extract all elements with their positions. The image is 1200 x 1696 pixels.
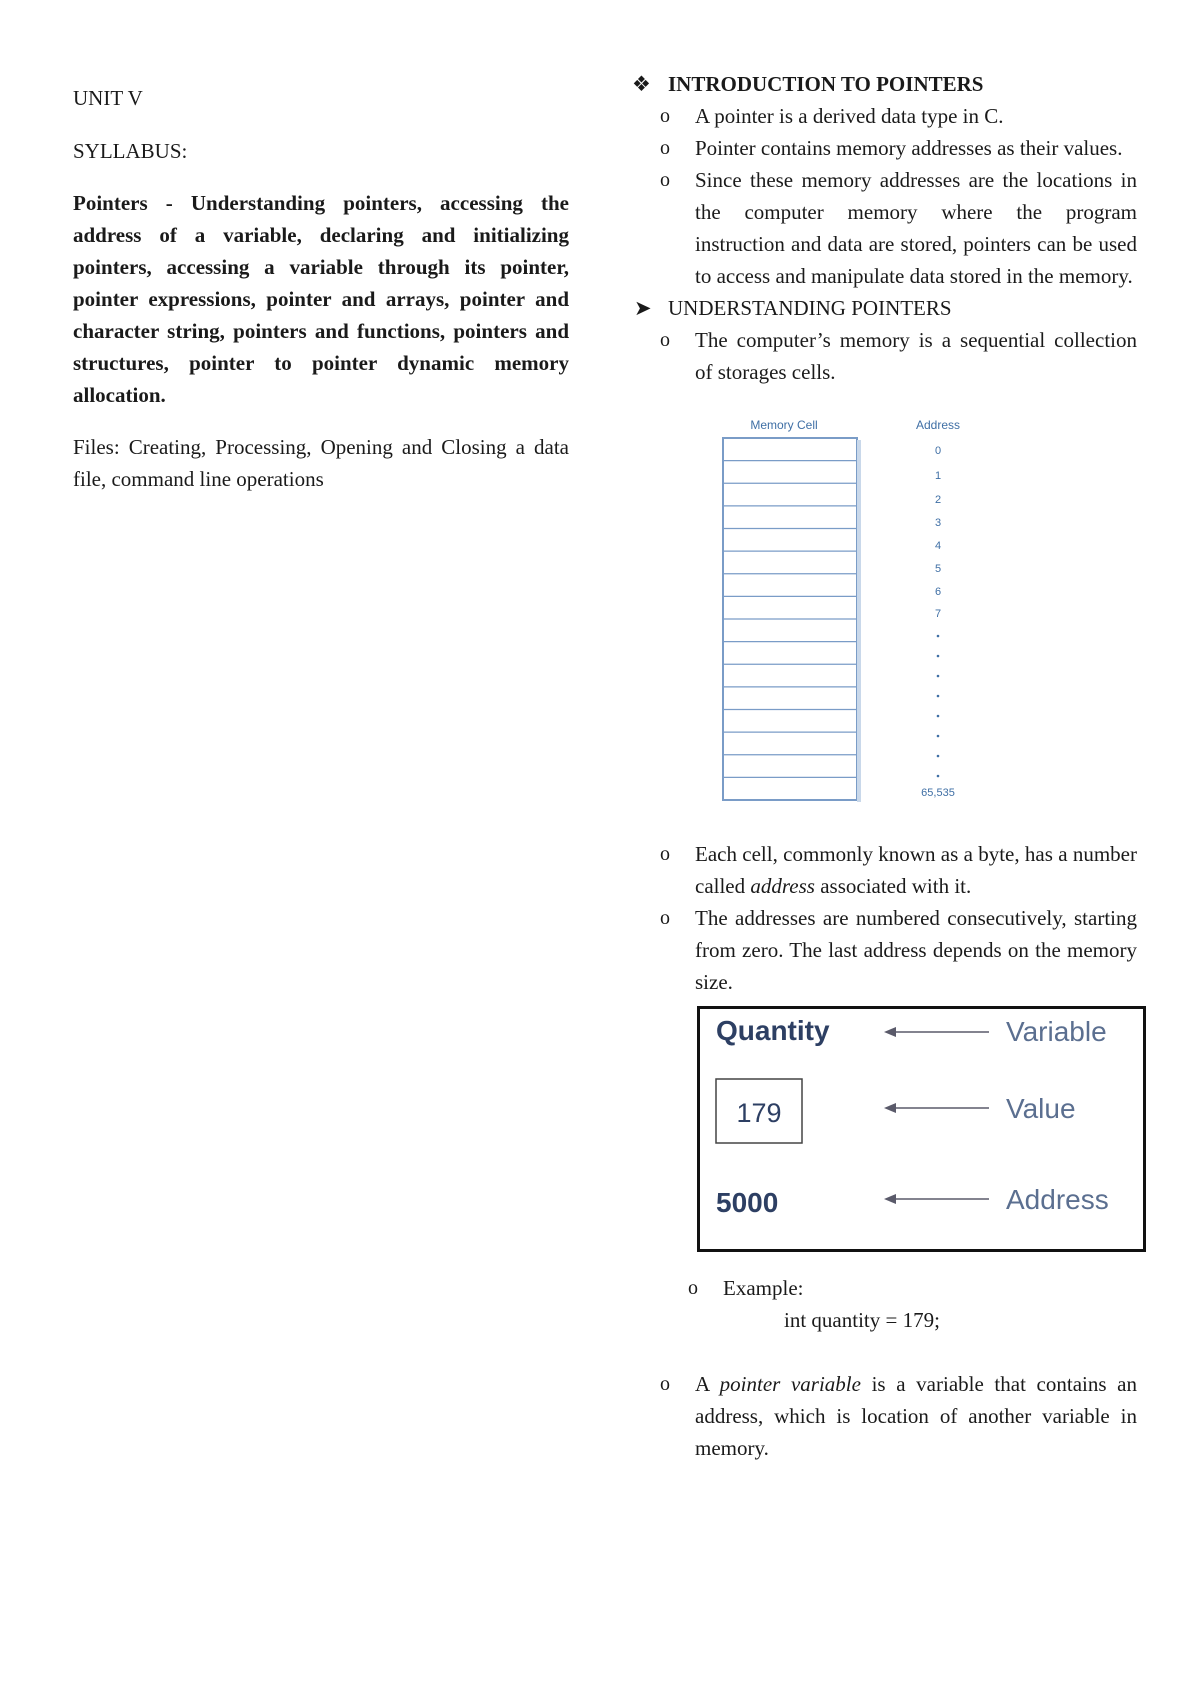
understanding-bullet: The computer’s memory is a sequential collection of storages cells. bbox=[695, 328, 1137, 384]
pointer-bullet-before: A bbox=[695, 1372, 720, 1396]
variable-figure bbox=[697, 1006, 1146, 1252]
address-1: 1 bbox=[934, 470, 942, 482]
address-label: Address bbox=[1006, 1184, 1109, 1215]
circle-bullet-icon: o bbox=[660, 907, 670, 929]
list-item bbox=[632, 1368, 1137, 1464]
address-last: 65,535 bbox=[921, 787, 955, 799]
ellipsis-dot bbox=[937, 775, 940, 778]
files-topics: Files: Creating, Processing, Opening and Closing a data file, command line operations bbox=[73, 435, 569, 491]
list-item bbox=[632, 100, 1137, 132]
example-code: int quantity = 179; bbox=[784, 1308, 940, 1332]
address-header-label: Address bbox=[915, 418, 961, 432]
memory-cell-figure bbox=[632, 388, 1137, 838]
circle-bullet-icon: o bbox=[660, 1373, 670, 1395]
ellipsis-dot bbox=[937, 675, 940, 678]
memory-cell-label: Memory Cell bbox=[750, 418, 818, 432]
ellipsis-dot bbox=[937, 735, 940, 738]
intro-bullet-1: A pointer is a derived data type in C. bbox=[695, 104, 1004, 128]
address-3: 3 bbox=[934, 517, 942, 529]
ellipsis-dot bbox=[937, 655, 940, 658]
list-item bbox=[632, 838, 1137, 902]
intro-heading-text: INTRODUCTION TO POINTERS bbox=[668, 72, 984, 96]
variable-address: 5000 bbox=[716, 1187, 779, 1218]
variable-value: 179 bbox=[736, 1098, 782, 1128]
address-6: 6 bbox=[934, 586, 942, 598]
list-item bbox=[632, 132, 1137, 164]
circle-bullet-icon: o bbox=[688, 1277, 698, 1299]
understanding-heading bbox=[632, 292, 1137, 324]
memory-diagram bbox=[632, 388, 1137, 838]
address-7: 7 bbox=[934, 608, 942, 620]
syllabus-label: SYLLABUS: bbox=[73, 139, 188, 163]
list-item bbox=[632, 1272, 1137, 1304]
address-5: 5 bbox=[934, 563, 942, 575]
ellipsis-dot bbox=[937, 695, 940, 698]
variable-name: Quantity bbox=[716, 1015, 830, 1046]
diamond-bullet-icon: ❖ bbox=[632, 72, 651, 96]
circle-bullet-icon: o bbox=[660, 105, 670, 127]
ellipsis-dot bbox=[937, 715, 940, 718]
circle-bullet-icon: o bbox=[660, 843, 670, 865]
cell-bullet-before: Each cell, commonly known as a byte, has a number called bbox=[695, 842, 1137, 898]
list-item bbox=[632, 324, 1137, 388]
understanding-heading-text: UNDERSTANDING POINTERS bbox=[668, 296, 952, 320]
address-ellipsis bbox=[937, 635, 940, 778]
variable-diagram bbox=[697, 1006, 1146, 1252]
intro-bullet-3: Since these memory addresses are the locations in the computer memory where the program instruction and data are stored, pointers can be used to access and manipulate data stored in the memory. bbox=[695, 168, 1137, 288]
ellipsis-dot bbox=[937, 635, 940, 638]
address-term: address bbox=[750, 874, 815, 898]
pointer-bullet-after: is a variable that contains an address, which is location of another variable in memory. bbox=[695, 1372, 1137, 1460]
memory-column-shadow bbox=[857, 440, 861, 802]
addresses-bullet: The addresses are numbered consecutively, starting from zero. The last address depends on the memory size. bbox=[695, 906, 1137, 994]
syllabus-column bbox=[73, 68, 569, 495]
value-label: Value bbox=[1006, 1093, 1076, 1124]
circle-bullet-icon: o bbox=[660, 137, 670, 159]
content-column bbox=[632, 68, 1137, 1464]
unit-title: UNIT V bbox=[73, 86, 143, 110]
ellipsis-dot bbox=[937, 755, 940, 758]
syllabus-body: Pointers - Understanding pointers, accessing the address of a variable, declaring and initializing pointers, accessing a variable through its pointer, pointer expressions, pointer and arrays, pointer and character string, pointers and functions, pointers and structures, pointer to pointer dynamic memory allocation. bbox=[73, 191, 569, 407]
address-2: 2 bbox=[934, 494, 942, 506]
intro-bullet-2: Pointer contains memory addresses as their values. bbox=[695, 136, 1123, 160]
cell-bullet-after: associated with it. bbox=[814, 874, 972, 898]
address-4: 4 bbox=[934, 540, 942, 552]
address-0: 0 bbox=[934, 445, 942, 457]
circle-bullet-icon: o bbox=[660, 169, 670, 191]
circle-bullet-icon: o bbox=[660, 329, 670, 351]
list-item bbox=[632, 902, 1137, 998]
list-item bbox=[632, 164, 1137, 292]
variable-label: Variable bbox=[1006, 1016, 1107, 1047]
intro-heading bbox=[632, 68, 1137, 100]
arrow-bullet-icon: ➤ bbox=[634, 296, 652, 320]
example-label: Example: bbox=[723, 1276, 804, 1300]
pointer-variable-term: pointer variable bbox=[719, 1372, 861, 1396]
